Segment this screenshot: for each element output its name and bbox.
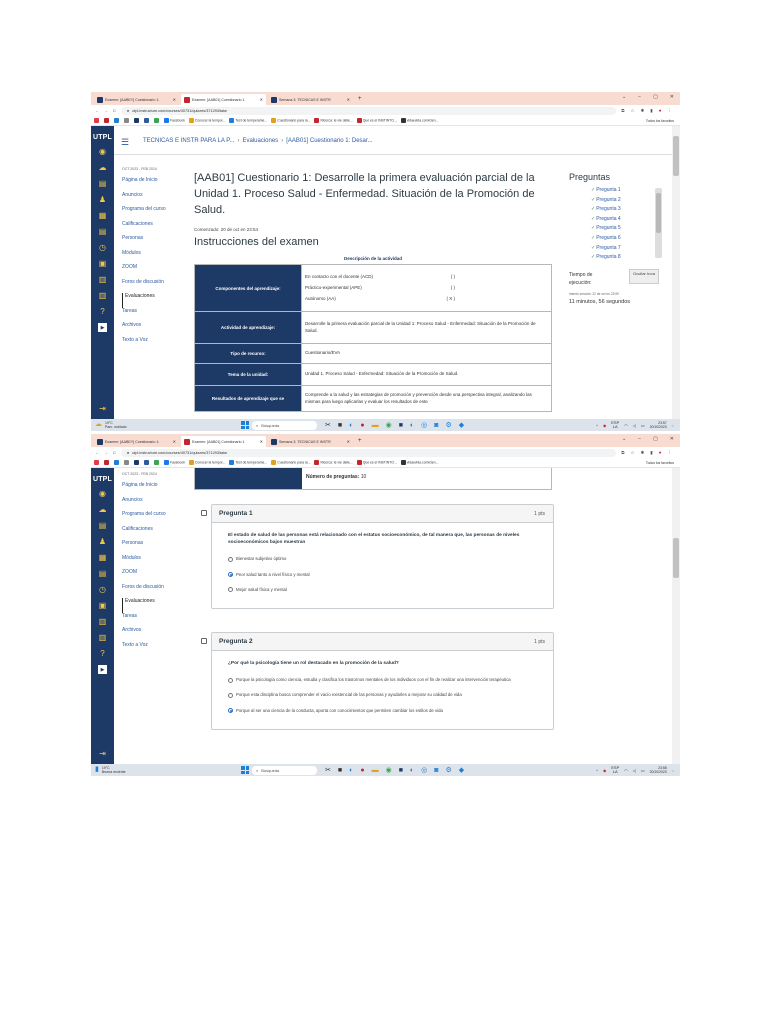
utpl-logo[interactable]: UTPL xyxy=(92,134,113,141)
taskview-icon[interactable]: ■ xyxy=(337,421,343,429)
answer-option-selected[interactable]: Peor salud tanto a nivel físico y mental xyxy=(228,572,537,578)
question-text: ¿Por qué la psicología tiene un rol destacado en la promoción de la salud? xyxy=(228,661,399,666)
nav-evaluaciones[interactable]: Evaluaciones xyxy=(122,598,182,613)
question-card-2 xyxy=(211,632,554,730)
bookmark-item[interactable]: Cuestionario para la... xyxy=(271,118,310,123)
account-icon[interactable]: ◉ xyxy=(99,488,106,498)
bookmark-icon[interactable] xyxy=(114,118,119,123)
collapse-nav-icon[interactable]: ⇥ xyxy=(99,404,106,413)
resource-value: Cuestionario/EVA xyxy=(302,344,552,364)
inbox-icon[interactable]: ▤ xyxy=(98,568,107,578)
window-controls xyxy=(622,94,674,100)
nav-tareas[interactable]: Tareas xyxy=(122,307,138,314)
address-bar-row xyxy=(91,447,680,458)
browser-tab[interactable]: Semana 3: TECNICAS E INSTR ✕ xyxy=(268,94,353,105)
bookmark-icon[interactable] xyxy=(134,460,139,465)
profile-icon[interactable]: ● xyxy=(658,107,662,113)
breadcrumb: TECNICAS E INSTR PARA LA P... › Evaluaciones › [AAB01] Cuestionario 1: Desar... xyxy=(143,138,373,144)
store-icon[interactable]: ■ xyxy=(398,766,403,774)
question-link[interactable]: ✓Pregunta 7 xyxy=(591,244,621,251)
calendar-icon[interactable]: ▦ xyxy=(98,552,107,562)
share-icon[interactable]: ⧉ xyxy=(621,449,625,455)
bookmark-item[interactable]: vidaevida.com/cien... xyxy=(401,460,439,465)
unit-label: Tema de la unidad: xyxy=(195,364,302,386)
answer-option[interactable]: Bienestar subjetivo óptimo xyxy=(228,556,537,562)
term-label: OCT 2023 - FEB 2024 xyxy=(122,167,157,171)
hide-time-button[interactable]: Ocultar hora xyxy=(629,269,659,284)
explorer-icon[interactable]: ▬ xyxy=(371,421,379,429)
course-nav xyxy=(122,472,182,656)
nav-texto-voz[interactable]: Texto a Voz xyxy=(122,336,148,343)
courses-icon[interactable]: ▤ xyxy=(98,178,107,188)
chrome-icon[interactable]: ◉ xyxy=(385,766,392,774)
forward-icon[interactable]: → xyxy=(104,450,108,455)
windows-taskbar xyxy=(91,764,680,776)
help-icon[interactable]: ? xyxy=(100,306,105,316)
toolbar-icons xyxy=(621,450,680,456)
bookmark-item[interactable]: Test de temperame... xyxy=(229,460,267,465)
question-card-1 xyxy=(211,504,554,609)
system-tray xyxy=(596,421,680,430)
battery-icon[interactable]: ▭ xyxy=(640,767,645,773)
canvas-favicon-icon xyxy=(184,439,190,445)
bookmark-icon[interactable] xyxy=(104,118,109,123)
radio-button[interactable] xyxy=(228,678,233,683)
bookmark-icon[interactable] xyxy=(144,118,149,123)
bookmark-icon[interactable] xyxy=(134,118,139,123)
nav-personas[interactable]: Personas xyxy=(122,235,144,241)
question-link[interactable]: ✓Pregunta 8 xyxy=(591,254,621,261)
close-tab-icon[interactable]: ✕ xyxy=(346,97,350,102)
language-indicator[interactable]: ESP LA xyxy=(611,420,620,429)
browser-tab-active[interactable]: Examen: [AAB01] Cuestionario 1 ✕ xyxy=(181,94,266,105)
rubric-label-cell xyxy=(195,468,302,489)
sidepanel-icon[interactable]: ▮ xyxy=(650,449,653,455)
canvas-lms-page xyxy=(91,126,680,419)
courses-icon[interactable]: ▤ xyxy=(98,520,107,530)
results-label: Resultados de aprendizaje que se xyxy=(195,386,302,412)
quiz-title: [AAB01] Cuestionario 1: Desarrolle la primera evaluación parcial de la Unidad 1. Proceso Salud - Enfermedad. Situación de la Promoción de Salud. xyxy=(194,172,535,216)
question-link[interactable]: ✓Pregunta 3 xyxy=(591,206,621,213)
tab-search-icon[interactable]: ⌄ xyxy=(621,436,627,442)
radio-button[interactable] xyxy=(228,587,233,592)
activity-description-heading: Descripción de la actividad xyxy=(343,256,403,261)
breadcrumb-course[interactable]: TECNICAS E INSTR PARA LA P... xyxy=(143,138,235,144)
nav-evaluaciones[interactable]: Evaluaciones xyxy=(122,293,182,308)
share-icon[interactable]: ⧉ xyxy=(621,107,625,113)
nav-anuncios[interactable]: Anuncios xyxy=(122,496,143,503)
instructions-heading: Instrucciones del examen xyxy=(194,236,319,248)
num-questions: Número de preguntas: 10 xyxy=(306,474,367,480)
new-tab-button[interactable]: + xyxy=(358,437,362,444)
questions-sidebar xyxy=(569,172,674,182)
question-body xyxy=(212,651,553,729)
nav-archivos[interactable]: Archivos xyxy=(122,322,142,328)
unit-value: Unidad 1. Proceso Salud - Enfermedad: Situación de la Promoción de Salud. xyxy=(302,364,552,386)
resource-label: Tipo de recurso: xyxy=(195,344,302,364)
nav-tareas[interactable]: Tareas xyxy=(122,612,138,619)
question-header: Pregunta 1 1 pts xyxy=(212,505,553,523)
global-nav xyxy=(91,468,114,764)
app-icon[interactable]: ● xyxy=(360,766,365,774)
menu-icon[interactable]: ⋮ xyxy=(667,449,672,455)
app-icon[interactable]: ◙ xyxy=(434,766,439,774)
rubric-table-continued xyxy=(194,468,552,490)
browser-tab[interactable]: Examen: [AABEY] Cuestionario 1: ✕ xyxy=(94,436,179,447)
close-window-button[interactable]: ✕ xyxy=(669,436,674,442)
rubric-table xyxy=(194,264,552,412)
question-link[interactable]: ✓Pregunta 4 xyxy=(591,215,621,222)
volume-icon[interactable]: ◁ xyxy=(632,422,636,428)
activity-label: Actividad de aprendizaje: xyxy=(195,312,302,344)
check-icon: ✓ xyxy=(591,187,596,193)
canvas-favicon-icon xyxy=(184,97,190,103)
radio-button[interactable] xyxy=(228,693,233,698)
back-icon[interactable]: ← xyxy=(95,108,99,113)
app-icon[interactable]: ◎ xyxy=(421,766,428,774)
radio-button-selected[interactable] xyxy=(228,572,233,577)
flag-question-2-icon[interactable] xyxy=(201,638,207,644)
maximize-button[interactable]: ▢ xyxy=(653,436,658,442)
forward-icon[interactable]: → xyxy=(104,108,108,113)
components-cell: En contacto con el docente (ACD) ( ) Práctico-experimental (APE) ( ) Autónomo (AA) ( X ) xyxy=(302,265,552,312)
divider xyxy=(114,154,680,155)
question-link[interactable]: ✓Pregunta 2 xyxy=(591,196,621,203)
bookmark-item[interactable]: vidaevida.com/cien... xyxy=(401,118,439,123)
app-icon[interactable]: ◎ xyxy=(421,421,428,429)
activity-value: Desarrolle la primera evaluación parcial de la Unidad 1: Proceso Salud - Enfermedad: Situación de la Promoción de Salud. xyxy=(302,312,552,344)
minimize-button[interactable]: − xyxy=(638,436,642,442)
star-icon[interactable]: ☆ xyxy=(630,449,635,455)
app-icon[interactable]: ⚙ xyxy=(445,766,452,774)
inbox-icon[interactable]: ▤ xyxy=(98,226,107,236)
page-scrollbar[interactable] xyxy=(672,126,680,419)
nav-foros[interactable]: Foros de discusión xyxy=(122,278,164,285)
screenshot-bottom xyxy=(91,434,680,776)
reload-icon[interactable]: C xyxy=(113,108,116,113)
bookmark-item[interactable]: Conocer la tempor... xyxy=(189,460,226,465)
dashboard-icon[interactable]: ☁ xyxy=(98,504,107,514)
wifi-icon[interactable]: ◠ xyxy=(624,422,628,428)
question-list xyxy=(591,186,621,263)
nav-zoom[interactable]: ZOOM xyxy=(122,264,137,270)
weather-icon: ▮ xyxy=(95,766,99,773)
maximize-button[interactable]: ▢ xyxy=(653,94,658,100)
book-icon[interactable]: ▥ xyxy=(98,616,107,626)
commons-icon[interactable]: ▣ xyxy=(98,258,107,268)
bookmark-facebook[interactable]: Facebook xyxy=(164,460,185,465)
utpl-favicon-icon xyxy=(271,439,277,445)
answer-option[interactable]: Porque esta disciplina busca comprender el vacío existencial de las personas y ayudarles a mejorar su calidad de vida xyxy=(228,692,537,698)
answer-option-selected[interactable]: Porque al ser una ciencia de la conducta, aporta con conocimientos que permiten cambiar los estilos de vida xyxy=(228,708,537,714)
bookmark-facebook[interactable]: Facebook xyxy=(164,118,185,123)
window-controls xyxy=(622,436,674,442)
battery-icon[interactable]: ▭ xyxy=(640,422,645,428)
lock-icon: ● xyxy=(126,450,130,455)
browser-tab[interactable]: Semana 3: TECNICAS E INSTR ✕ xyxy=(268,436,353,447)
all-bookmarks[interactable]: Todos los favoritos xyxy=(645,118,674,123)
app-icon[interactable]: ✂ xyxy=(325,421,331,429)
new-tab-button[interactable]: + xyxy=(358,95,362,102)
extensions-icon[interactable]: ✱ xyxy=(640,449,645,455)
close-tab-icon[interactable]: ✕ xyxy=(346,439,350,444)
nav-calificaciones[interactable]: Calificaciones xyxy=(122,525,153,532)
bookmarks-bar xyxy=(91,458,680,468)
question-points: 1 pts xyxy=(534,638,545,645)
flag-question-1-icon[interactable] xyxy=(201,510,207,516)
history-icon[interactable]: ◷ xyxy=(99,584,106,594)
nav-inicio[interactable]: Página de Inicio xyxy=(122,482,158,488)
browser-tab-bar xyxy=(91,434,680,447)
bookmark-item[interactable]: Qué es el INSTINTO... xyxy=(357,118,397,123)
browser-tab[interactable]: Examen: [AABEY] Cuestionario 1: ✕ xyxy=(94,94,179,105)
profile-icon[interactable]: ● xyxy=(658,449,662,455)
canvas-lms-page xyxy=(91,468,680,764)
bookmark-icon[interactable] xyxy=(104,460,109,465)
utpl-favicon-icon xyxy=(271,97,277,103)
system-tray xyxy=(596,766,680,775)
search-icon: ⌕ xyxy=(256,422,259,428)
nav-inicio[interactable]: Página de Inicio xyxy=(122,177,158,183)
nav-foros[interactable]: Foros de discusión xyxy=(122,583,164,590)
close-tab-icon[interactable]: ✕ xyxy=(172,97,176,102)
time-remaining: 11 minutos, 56 segundos xyxy=(569,299,631,305)
attempt-due: Intento vencido: 22 de oct en 23:59 xyxy=(569,292,619,296)
clock[interactable]: 23:57 20/10/2023 xyxy=(649,420,667,429)
close-tab-icon[interactable]: ✕ xyxy=(259,97,263,102)
check-icon: ✓ xyxy=(591,225,596,232)
windows-start-icon[interactable] xyxy=(241,421,249,429)
bookmark-icon[interactable] xyxy=(124,460,129,465)
app-icon[interactable]: ◐ xyxy=(409,421,415,429)
question-points: 1 pts xyxy=(534,510,545,517)
question-body xyxy=(212,523,553,608)
breadcrumb-current[interactable]: [AAB01] Cuestionario 1: Desar... xyxy=(286,138,373,144)
answer-option[interactable]: Porque la psicología como ciencia, estudia y clasifica los trastornos mentales de los individuos con el fin de realizar una intervención terapéutica xyxy=(228,677,537,683)
bookmark-icon[interactable] xyxy=(144,460,149,465)
radio-button[interactable] xyxy=(228,557,233,562)
weather-widget[interactable]: ▮ 19°C Bruma reciente xyxy=(95,766,126,774)
results-value: Comprende a la salud y las estrategias de promoción y prevención desde una perspectiva integral, analizando las mismas para luego aplicarlas y evaluar los resultados de este xyxy=(302,386,552,412)
notifications-icon[interactable]: ◌ xyxy=(671,767,674,773)
question-header: Pregunta 2 1 pts xyxy=(212,633,553,651)
time-label: Tiempo de ejecución: xyxy=(569,272,593,286)
question-list-scrollbar[interactable] xyxy=(655,188,662,258)
windows-taskbar xyxy=(91,419,680,431)
page-scrollbar[interactable] xyxy=(672,468,680,764)
account-icon[interactable]: ◉ xyxy=(99,146,106,156)
app-icon[interactable]: ✂ xyxy=(325,766,331,774)
app-icon[interactable]: ◐ xyxy=(349,421,354,429)
sidepanel-icon[interactable]: ▮ xyxy=(650,107,653,113)
wifi-icon[interactable]: ◠ xyxy=(624,767,628,773)
reload-icon[interactable]: C xyxy=(113,450,116,455)
app-icon[interactable]: ⚙ xyxy=(445,421,452,429)
back-icon[interactable]: ← xyxy=(95,450,99,455)
book-icon[interactable]: ▥ xyxy=(98,274,107,284)
bookmark-icon[interactable] xyxy=(154,118,159,123)
answer-option[interactable]: Mejor salud física y mental xyxy=(228,587,537,593)
bookmark-item[interactable]: Cuestionario para la... xyxy=(271,460,310,465)
question-link[interactable]: ✓Pregunta 5 xyxy=(591,225,621,232)
commons-icon[interactable]: ▣ xyxy=(98,600,107,610)
chrome-icon[interactable]: ◉ xyxy=(385,421,392,429)
question-text: El estado de salud de las personas está relacionado con el estatus socioeconómico, de tal manera que, las personas de niveles socioeconómicos bajos muestran xyxy=(228,533,520,546)
bookmark-icon[interactable] xyxy=(94,118,99,123)
groups-icon[interactable]: ♟ xyxy=(98,536,107,546)
language-indicator[interactable]: ESP LA xyxy=(611,765,620,774)
calendar-icon[interactable]: ▦ xyxy=(98,210,107,220)
close-tab-icon[interactable]: ✕ xyxy=(172,439,176,444)
url-field[interactable]: ● utpl.instructure.com/courses/40731/quizzes/371293/take xyxy=(121,107,616,115)
nav-programa[interactable]: Programa del curso xyxy=(122,206,166,212)
global-nav xyxy=(91,126,114,419)
taskbar-apps xyxy=(325,422,464,429)
taskbar-search[interactable]: ⌕ Búsqueda xyxy=(252,421,317,430)
tab-search-icon[interactable]: ⌄ xyxy=(621,94,627,100)
app-icon[interactable]: ◆ xyxy=(458,766,465,774)
taskview-icon[interactable]: ■ xyxy=(337,766,343,774)
utpl-favicon-icon xyxy=(97,97,103,103)
app-icon[interactable]: ● xyxy=(360,421,365,429)
bookmark-icon[interactable] xyxy=(154,460,159,465)
nav-zoom[interactable]: ZOOM xyxy=(122,569,137,575)
question-link[interactable]: ✓Pregunta 1 xyxy=(591,187,621,193)
bookmark-item[interactable]: Test de temperame... xyxy=(229,118,267,123)
groups-icon[interactable]: ♟ xyxy=(98,194,107,204)
check-icon: ✓ xyxy=(591,234,596,241)
bookmark-item[interactable]: Ricerca: le vie delle... xyxy=(314,460,352,465)
all-bookmarks[interactable]: Todos los favoritos xyxy=(645,460,674,465)
bookmark-icon[interactable] xyxy=(114,460,119,465)
app-tray-icon[interactable]: ◆ xyxy=(603,767,607,773)
notifications-icon[interactable]: ◌ xyxy=(671,422,674,428)
bookmark-item[interactable]: Qué es el INSTINTO... xyxy=(357,460,397,465)
taskbar-search[interactable]: ⌕ Búsqueda xyxy=(252,766,317,775)
nav-archivos[interactable]: Archivos xyxy=(122,627,142,633)
check-icon: ✓ xyxy=(591,196,596,203)
store-icon[interactable]: ■ xyxy=(398,421,403,429)
app-icon[interactable]: ◐ xyxy=(349,766,354,774)
app-tray-icon[interactable]: ◆ xyxy=(603,422,607,428)
course-nav xyxy=(122,167,182,351)
questions-title: Preguntas xyxy=(569,172,611,182)
clock[interactable]: 23:58 20/10/2023 xyxy=(649,765,667,774)
chevron-up-icon[interactable]: ^ xyxy=(596,767,599,773)
bookmark-icon[interactable] xyxy=(94,460,99,465)
utpl-favicon-icon xyxy=(97,439,103,445)
check-icon: ✓ xyxy=(591,244,596,251)
bookmarks-bar xyxy=(91,116,680,126)
close-window-button[interactable]: ✕ xyxy=(669,94,674,100)
screenshot-top xyxy=(91,92,680,431)
lock-icon: ● xyxy=(126,108,130,113)
radio-button-selected[interactable] xyxy=(228,708,233,713)
term-label: OCT 2023 - FEB 2024 xyxy=(122,472,157,476)
minimize-button[interactable]: − xyxy=(638,94,642,100)
history-icon[interactable]: ◷ xyxy=(99,242,106,252)
volume-icon[interactable]: ◁ xyxy=(632,767,636,773)
nav-personas[interactable]: Personas xyxy=(122,540,144,546)
components-label: Componentes del aprendizaje: xyxy=(195,265,302,312)
nav-programa[interactable]: Programa del curso xyxy=(122,511,166,517)
play-icon[interactable]: ▶ xyxy=(98,323,107,332)
nav-modulos[interactable]: Módulos xyxy=(122,249,141,256)
chevron-up-icon[interactable]: ^ xyxy=(596,422,599,428)
extensions-icon[interactable]: ✱ xyxy=(640,107,645,113)
check-icon: ✓ xyxy=(591,206,596,213)
question-link[interactable]: ✓Pregunta 6 xyxy=(591,234,621,241)
weather-icon: ☁ xyxy=(95,421,102,428)
close-tab-icon[interactable]: ✕ xyxy=(259,439,263,444)
hamburger-icon[interactable]: ☰ xyxy=(121,137,130,147)
nav-modulos[interactable]: Módulos xyxy=(122,554,141,561)
collapse-nav-icon[interactable]: ⇥ xyxy=(99,749,106,758)
dashboard-icon[interactable]: ☁ xyxy=(98,162,107,172)
check-icon: ✓ xyxy=(591,215,596,222)
url-field[interactable]: ● utpl.instructure.com/courses/40731/quizzes/371293/take xyxy=(121,449,616,457)
toolbar-icons xyxy=(621,108,680,114)
windows-start-icon[interactable] xyxy=(241,766,249,774)
nav-anuncios[interactable]: Anuncios xyxy=(122,191,143,198)
app-icon[interactable]: ◙ xyxy=(434,421,439,429)
browser-tab-active[interactable]: Examen: [AAB01] Cuestionario 1 ✕ xyxy=(181,436,266,447)
menu-icon[interactable]: ⋮ xyxy=(667,107,672,113)
play-icon[interactable]: ▶ xyxy=(98,665,107,674)
utpl-logo[interactable]: UTPL xyxy=(92,476,113,483)
weather-widget[interactable]: ☁ 19°C Parc. nublado xyxy=(95,421,127,429)
help-icon[interactable]: ? xyxy=(100,648,105,658)
nav-texto-voz[interactable]: Texto a Voz xyxy=(122,641,148,648)
book-icon[interactable]: ▥ xyxy=(98,290,107,300)
bookmark-item[interactable]: Conocer la tempor... xyxy=(189,118,226,123)
check-icon: ✓ xyxy=(591,254,596,261)
bookmark-item[interactable]: Ricerca: le vie delle... xyxy=(314,118,352,123)
address-bar-row xyxy=(91,105,680,116)
search-icon: ⌕ xyxy=(256,767,259,773)
bookmark-icon[interactable] xyxy=(124,118,129,123)
book-icon[interactable]: ▥ xyxy=(98,632,107,642)
app-icon[interactable]: ◆ xyxy=(458,421,465,429)
breadcrumb-evaluations[interactable]: Evaluaciones xyxy=(242,138,279,144)
browser-tab-bar xyxy=(91,92,680,105)
explorer-icon[interactable]: ▬ xyxy=(371,766,379,774)
app-icon[interactable]: ◐ xyxy=(409,766,415,774)
taskbar-apps xyxy=(325,767,464,774)
nav-calificaciones[interactable]: Calificaciones xyxy=(122,220,153,227)
started-at: Comenzado: 20 de oct en 23:54 xyxy=(194,227,259,232)
star-icon[interactable]: ☆ xyxy=(630,107,635,113)
